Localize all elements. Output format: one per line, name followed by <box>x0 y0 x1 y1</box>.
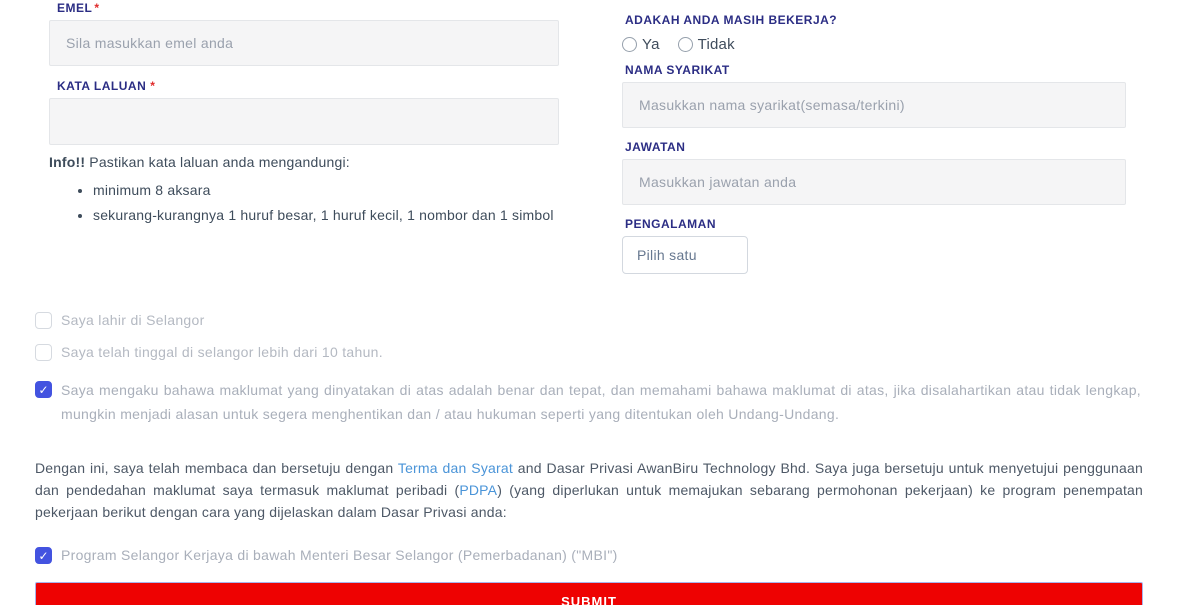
checkbox-label: Saya lahir di Selangor <box>61 312 205 328</box>
password-rule-item: • sekurang-kurangnya 1 huruf besar, 1 huruf kecil, 1 nombor dan 1 simbol <box>93 207 559 223</box>
radio-option-ya[interactable] <box>622 36 660 53</box>
checkbox-icon[interactable] <box>35 547 52 564</box>
form-columns <box>0 0 1185 274</box>
password-info-text: Pastikan kata laluan anda mengandungi: <box>85 154 350 170</box>
checkbox-icon[interactable] <box>35 344 52 361</box>
password-rule-item: • minimum 8 aksara <box>93 182 559 198</box>
checkbox-row-born-selangor[interactable] <box>35 312 1143 329</box>
checkbox-label: Saya mengaku bahawa maklumat yang dinyatakan di atas adalah benar dan tepat, dan memahami bahawa maklumat di atas, jika disalahartikan atau tidak lengkap, mungkin menjadi alasan untuk segera menghentikan dan / atau hukuman seperti yang ditentukan oleh Undang-Undang. <box>61 382 1141 422</box>
check-tick-icon: ✓ <box>38 548 49 563</box>
email-required-asterisk: * <box>94 1 100 15</box>
email-label <box>49 1 559 15</box>
radio-label: Ya <box>642 36 660 53</box>
consent-text: Dengan ini, saya telah membaca dan bersetuju dengan <box>35 460 398 476</box>
position-label: JAWATAN <box>625 140 686 154</box>
radio-icon[interactable] <box>622 37 637 52</box>
password-rules-list <box>49 182 559 223</box>
employment-radio-group <box>622 36 1126 53</box>
checkbox-icon[interactable] <box>35 312 52 329</box>
password-input[interactable] <box>49 98 559 145</box>
submit-button[interactable]: SUBMIT <box>35 582 1143 605</box>
checkbox-row-declaration[interactable] <box>35 381 1143 426</box>
position-input[interactable] <box>622 159 1126 205</box>
password-info-prefix: Info!! <box>49 154 86 170</box>
consent-text: and Dasar Privasi AwanBiru Technology Bhd. Saya juga bersetuju untuk menyetujui penggunaan dan pendedahan maklumat saya termasuk maklumat peribadi ( <box>35 460 1143 498</box>
account-column <box>49 0 559 232</box>
checkbox-row-program-mbi[interactable] <box>35 547 1143 564</box>
password-label <box>49 79 559 93</box>
company-input[interactable] <box>622 82 1126 128</box>
email-label-text: EMEL <box>57 1 93 15</box>
experience-select-value: Pilih satu <box>637 247 697 263</box>
password-required-asterisk: * <box>150 79 156 93</box>
radio-label: Tidak <box>697 36 735 53</box>
checkbox-label: Program Selangor Kerjaya di bawah Menteri Besar Selangor (Pemerbadanan) ("MBI") <box>61 547 618 563</box>
terms-link[interactable]: Terma dan Syarat <box>397 460 513 476</box>
employment-column <box>622 0 1126 274</box>
pdpa-link[interactable]: PDPA <box>459 482 498 498</box>
experience-select[interactable] <box>622 236 748 274</box>
consent-paragraph <box>35 457 1143 523</box>
experience-label: PENGALAMAN <box>625 217 716 231</box>
email-input[interactable] <box>49 20 559 66</box>
declarations-section <box>35 312 1143 605</box>
company-label: NAMA SYARIKAT <box>625 63 730 77</box>
checkbox-row-lived-selangor[interactable] <box>35 344 1143 361</box>
password-label-text: KATA LALUAN <box>57 79 147 93</box>
check-tick-icon: ✓ <box>38 382 49 397</box>
radio-icon[interactable] <box>678 37 693 52</box>
consent-text: ) (yang diperlukan untuk memajukan sebarang permohonan pekerjaan) ke program penempatan pekerjaan berikut dengan cara yang dijelaskan dalam Dasar Privasi anda: <box>35 482 1144 520</box>
employment-question-label: ADAKAH ANDA MASIH BEKERJA? <box>625 13 838 27</box>
radio-option-tidak[interactable] <box>678 36 735 53</box>
password-info <box>49 154 559 170</box>
checkbox-icon[interactable] <box>35 381 52 398</box>
checkbox-label: Saya telah tinggal di selangor lebih dari 10 tahun. <box>61 344 383 360</box>
